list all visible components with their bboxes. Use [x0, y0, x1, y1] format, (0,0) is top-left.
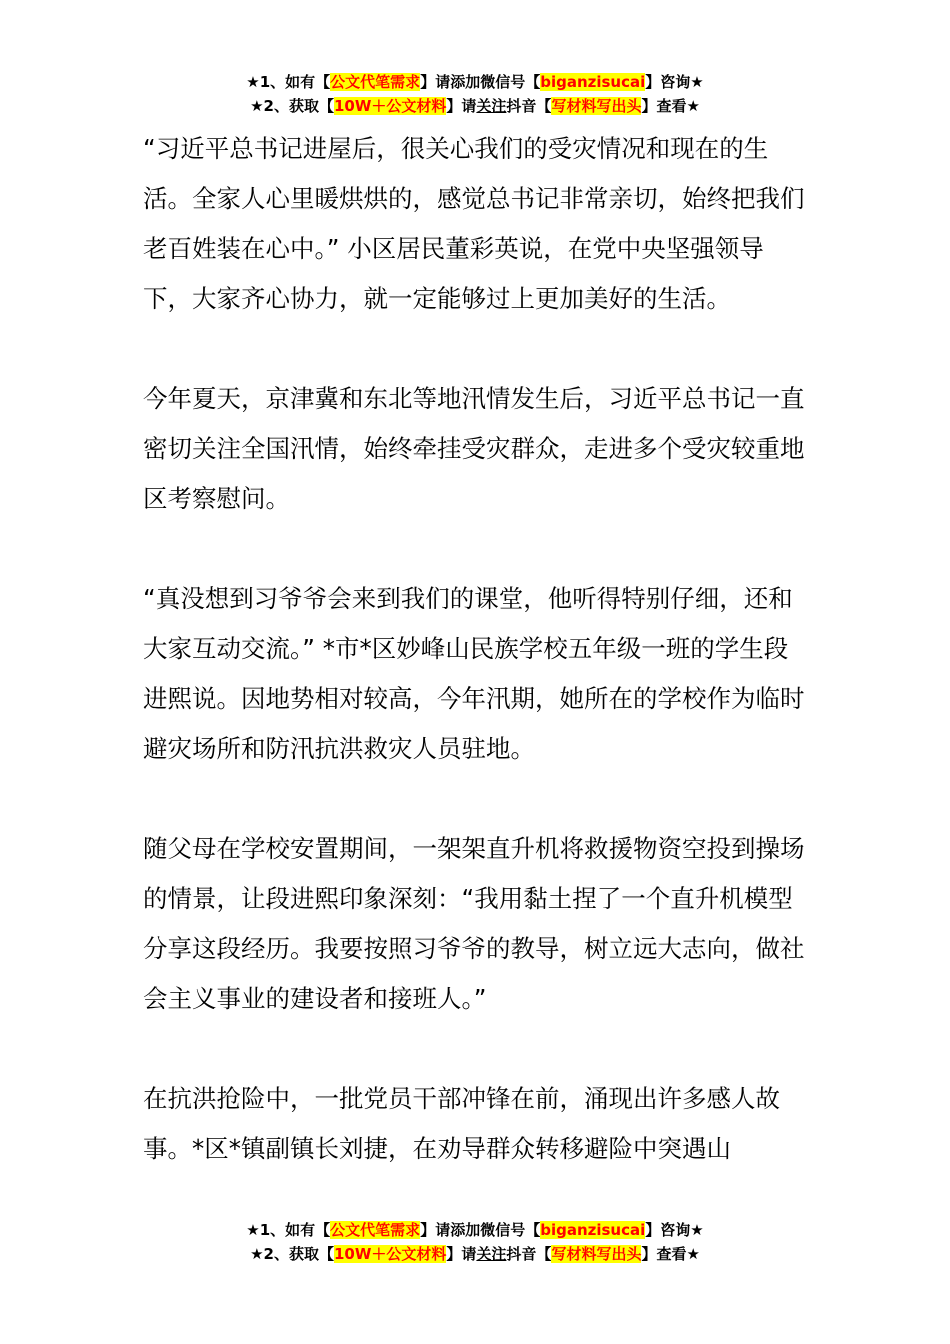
footer-follow-text: 关注	[476, 1245, 507, 1263]
header-douyin-account: 写材料写出头	[551, 97, 642, 115]
footer-banner	[0, 1218, 950, 1266]
paragraph-2: 今年夏天，京津冀和东北等地汛情发生后，习近平总书记一直密切关注全国汛情，始终牵挂受灾群众，走进多个受灾较重地区考察慰问。	[143, 384, 805, 513]
header-line-2-mid2: 抖音【	[506, 97, 552, 115]
header-line-2-suffix: 】查看★	[641, 97, 700, 115]
footer-highlight-materials: 10W＋公文材料	[333, 1245, 447, 1263]
header-line-1-mid: 】请添加微信号【	[420, 73, 541, 91]
header-follow-text: 关注	[476, 97, 507, 115]
document-body	[143, 124, 808, 1224]
paragraph-3: “真没想到习爷爷会来到我们的课堂，他听得特别仔细，还和大家互动交流。” *市*区妙峰山民族学校五年级一班的学生段进熙说。因地势相对较高，今年汛期，她所在的学校作为临时避灾场所和防汛抗洪救灾人员驻地。	[143, 584, 805, 763]
header-line-1-suffix: 】咨询★	[645, 73, 704, 91]
footer-line-2-mid2: 抖音【	[506, 1245, 552, 1263]
footer-line-1	[0, 1218, 950, 1242]
header-line-2-prefix: ★2、获取【	[250, 97, 334, 115]
footer-line-2-suffix: 】查看★	[641, 1245, 700, 1263]
paragraph-5: 在抗洪抢险中，一批党员干部冲锋在前，涌现出许多感人故事。*区*镇副镇长刘捷，在劝导群众转移避险中突遇山	[143, 1084, 780, 1163]
footer-line-2-mid: 】请	[446, 1245, 477, 1263]
header-line-1-prefix: ★1、如有【	[246, 73, 331, 91]
footer-wechat-id: biganzisucai	[540, 1221, 646, 1239]
footer-highlight-service: 公文代笔需求	[330, 1221, 421, 1239]
header-line-2-mid: 】请	[446, 97, 477, 115]
header-highlight-service: 公文代笔需求	[330, 73, 421, 91]
footer-line-1-prefix: ★1、如有【	[246, 1221, 331, 1239]
footer-douyin-account: 写材料写出头	[551, 1245, 642, 1263]
header-banner	[0, 70, 950, 118]
footer-line-2-prefix: ★2、获取【	[250, 1245, 334, 1263]
header-line-1	[0, 70, 950, 94]
footer-line-1-mid: 】请添加微信号【	[420, 1221, 541, 1239]
header-highlight-materials: 10W＋公文材料	[333, 97, 447, 115]
footer-line-2	[0, 1242, 950, 1266]
footer-line-1-suffix: 】咨询★	[645, 1221, 704, 1239]
header-line-2	[0, 94, 950, 118]
header-wechat-id: biganzisucai	[540, 73, 646, 91]
paragraph-1: “习近平总书记进屋后，很关心我们的受灾情况和现在的生活。全家人心里暖烘烘的，感觉总书记非常亲切，始终把我们老百姓装在心中。” 小区居民董彩英说，在党中央坚强领导下，大家齐心协力，就一定能够过上更加美好的生活。	[143, 134, 805, 313]
paragraph-4: 随父母在学校安置期间，一架架直升机将救援物资空投到操场的情景，让段进熙印象深刻：“我用黏土捏了一个直升机模型分享这段经历。我要按照习爷爷的教导，树立远大志向，做社会主义事业的建设者和接班人。”	[143, 834, 805, 1013]
